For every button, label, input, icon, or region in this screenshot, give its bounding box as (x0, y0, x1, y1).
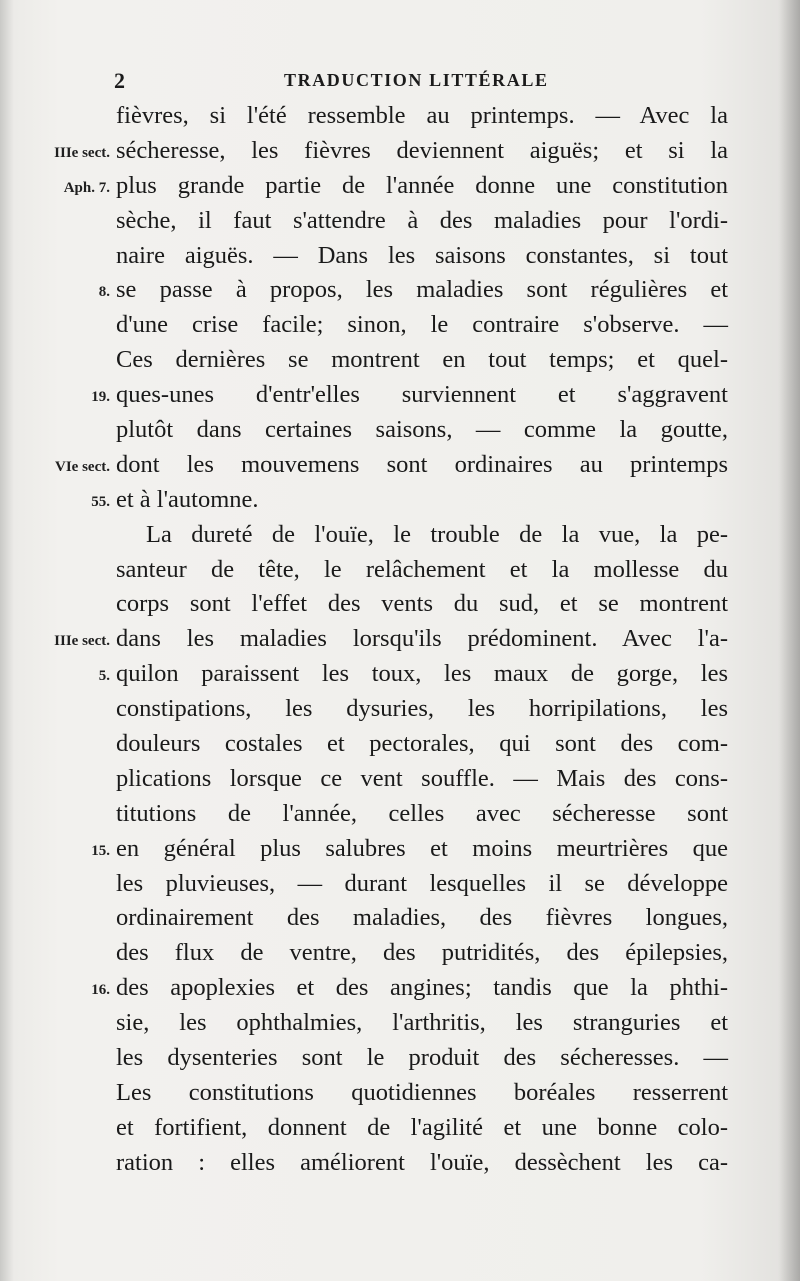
text-line (0, 762, 800, 797)
body-line-text: douleurs costales et pectorales, qui sont des com- (116, 730, 728, 758)
body-line-text: constipations, les dysuries, les horripilations, les (116, 695, 728, 723)
margin-reference: 16. (91, 982, 110, 999)
page-header (0, 62, 800, 92)
text-line (0, 867, 800, 902)
text-line (0, 518, 800, 553)
text-line (0, 832, 800, 867)
margin-reference: IIIe sect. (54, 633, 110, 650)
margin-reference: 5. (98, 668, 110, 685)
text-line (0, 134, 800, 169)
text-line (0, 1111, 800, 1146)
text-line (0, 99, 800, 134)
text-line (0, 413, 800, 448)
text-line (0, 378, 800, 413)
body-line-text: naire aiguës. — Dans les saisons constantes, si tout (116, 241, 728, 269)
text-line (0, 587, 800, 622)
text-line (0, 448, 800, 483)
body-line-text: des flux de ventre, des putridités, des épilepsies, (116, 939, 728, 967)
body-line-text: Ces dernières se montrent en tout temps; et quel- (116, 346, 728, 374)
text-line (0, 901, 800, 936)
body-line-text: dans les maladies lorsqu'ils prédominent. Avec l'a- (116, 625, 728, 653)
text-line (0, 343, 800, 378)
body-line-text: et à l'automne. (116, 485, 259, 513)
text-line (0, 239, 800, 274)
body-text-block (0, 99, 800, 1181)
body-line-text: se passe à propos, les maladies sont régulières et (116, 276, 728, 304)
margin-reference: 15. (91, 842, 110, 859)
body-line-text: les dysenteries sont le produit des sécheresses. — (116, 1044, 728, 1072)
body-line-text: sèche, il faut s'attendre à des maladies pour l'ordi- (116, 206, 728, 234)
page-number: 2 (114, 68, 125, 93)
body-line-text: ration : elles améliorent l'ouïe, dessèchent les ca- (116, 1148, 728, 1176)
text-line (0, 204, 800, 239)
text-line (0, 797, 800, 832)
margin-reference: IIIe sect. (54, 144, 110, 161)
text-line (0, 483, 800, 518)
body-line-text: titutions de l'année, celles avec sécheresse sont (116, 799, 728, 827)
body-line-text: dont les mouvemens sont ordinaires au printemps (116, 450, 728, 478)
body-line-text: santeur de tête, le relâchement et la mollesse du (116, 555, 728, 583)
body-line-text: sécheresse, les fièvres deviennent aiguës; et si la (116, 136, 728, 164)
body-line-text: plications lorsque ce vent souffle. — Mais des cons- (116, 764, 728, 792)
margin-reference: VIe sect. (55, 458, 110, 475)
text-line (0, 1041, 800, 1076)
text-line (0, 1146, 800, 1181)
text-line (0, 971, 800, 1006)
text-line (0, 1076, 800, 1111)
body-line-text: en général plus salubres et moins meurtrières que (116, 834, 728, 862)
body-line-text: ques-unes d'entr'elles surviennent et s'aggravent (116, 381, 728, 409)
margin-reference: Aph. 7. (63, 179, 110, 196)
body-line-text: sie, les ophthalmies, l'arthritis, les stranguries et (116, 1009, 728, 1037)
body-line-text: d'une crise facile; sinon, le contraire s'observe. — (116, 311, 728, 339)
margin-reference: 8. (98, 284, 110, 301)
text-line (0, 657, 800, 692)
body-line-text: La dureté de l'ouïe, le trouble de la vue, la pe- (146, 520, 728, 548)
text-line (0, 727, 800, 762)
body-line-text: fièvres, si l'été ressemble au printemps. — Avec la (116, 102, 728, 129)
margin-reference: 19. (91, 389, 110, 406)
running-title: TRADUCTION LITTÉRALE (284, 70, 549, 90)
body-line-text: plutôt dans certaines saisons, — comme la goutte, (116, 416, 728, 444)
text-line (0, 553, 800, 588)
text-line (0, 1006, 800, 1041)
body-line-text: plus grande partie de l'année donne une constitution (116, 171, 728, 199)
text-line (0, 308, 800, 343)
margin-reference: 55. (91, 493, 110, 510)
body-line-text: corps sont l'effet des vents du sud, et se montrent (116, 590, 728, 618)
body-line-text: Les constitutions quotidiennes boréales resserrent (116, 1078, 728, 1106)
body-line-text: les pluvieuses, — durant lesquelles il se développe (116, 869, 728, 897)
text-line (0, 692, 800, 727)
text-line (0, 169, 800, 204)
body-line-text: quilon paraissent les toux, les maux de gorge, les (116, 660, 728, 688)
text-line (0, 273, 800, 308)
body-line-text: ordinairement des maladies, des fièvres longues, (116, 904, 728, 932)
body-line-text: et fortifient, donnent de l'agilité et une bonne colo- (116, 1113, 728, 1141)
body-line-text: des apoplexies et des angines; tandis que la phthi- (116, 974, 728, 1002)
text-line (0, 622, 800, 657)
text-line (0, 936, 800, 971)
